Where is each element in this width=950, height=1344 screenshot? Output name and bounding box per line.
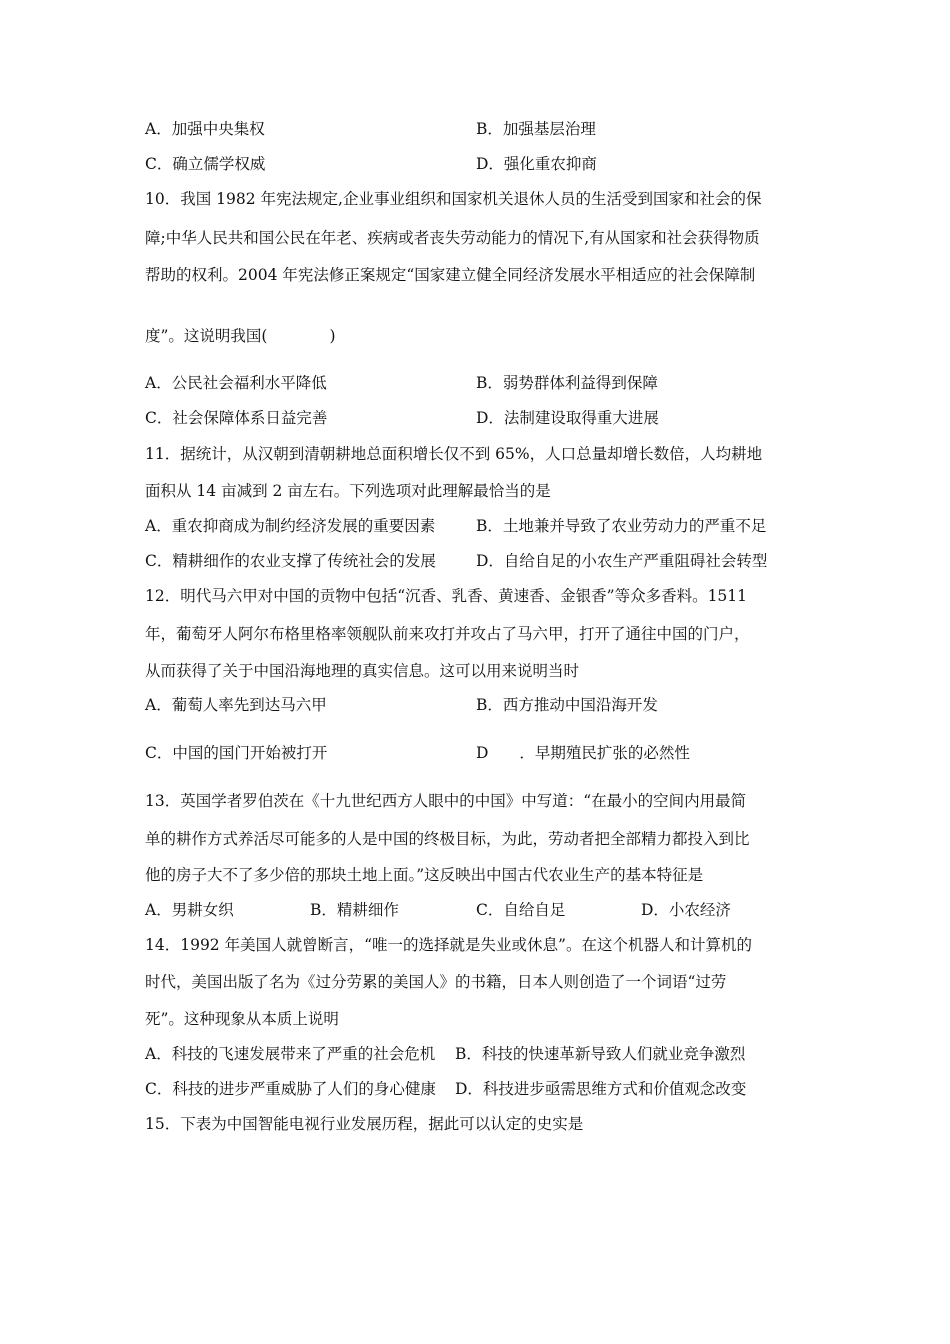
- q11-option-a: A．重农抑商成为制约经济发展的重要因素: [145, 517, 436, 535]
- q12-stem-line: 12．明代马六甲对中国的贡物中包括“沉香、乳香、黄速香、金银香”等众多香料。1511: [145, 587, 748, 605]
- q9-option-b: B．加强基层治理: [476, 120, 596, 138]
- q9-option-a: A．加强中央集权: [145, 120, 265, 138]
- q14-stem-line: 死”。这种现象从本质上说明: [145, 1010, 339, 1028]
- q10-option-c: C．社会保障体系日益完善: [145, 409, 328, 427]
- q10-option-b: B．弱势群体利益得到保障: [476, 374, 658, 392]
- q12-option-c: C．中国的国门开始被打开: [145, 744, 328, 762]
- q13-stem-line: 单的耕作方式养活尽可能多的人是中国的终极目标，为此，劳动者把全部精力都投入到比: [145, 830, 750, 848]
- q13-option-d: D．小农经济: [641, 901, 731, 919]
- q11-option-d: D．自给自足的小农生产严重阻碍社会转型: [476, 552, 768, 570]
- q14-stem-line: 时代，美国出版了名为《过分劳累的美国人》的书籍，日本人则创造了一个词语“过劳: [145, 973, 727, 991]
- q10-option-a: A．公民社会福利水平降低: [145, 374, 327, 392]
- q10-option-d: D．法制建设取得重大进展: [476, 409, 659, 427]
- q15-stem-line: 15．下表为中国智能电视行业发展历程，据此可以认定的史实是: [145, 1115, 584, 1133]
- q12-option-b: B．西方推动中国沿海开发: [476, 696, 658, 714]
- q13-stem-line: 他的房子大不了多少倍的那块土地上面。”这反映出中国古代农业生产的基本特征是: [145, 866, 704, 884]
- q10-stem-line: 帮助的权利。2004 年宪法修正案规定“国家建立健全同经济发展水平相适应的社会保障制: [145, 266, 756, 284]
- q13-option-b: B．精耕细作: [310, 901, 399, 919]
- q14-option-b: B．科技的快速革新导致人们就业竞争激烈: [455, 1045, 746, 1063]
- q9-option-d: D．强化重农抑商: [476, 155, 597, 173]
- q12-stem-line: 年，葡萄牙人阿尔布格里格率领舰队前来攻打并攻占了马六甲，打开了通往中国的门户，: [145, 625, 750, 643]
- q14-option-a: A．科技的飞速发展带来了严重的社会危机: [145, 1045, 436, 1063]
- q11-stem-line: 面积从 14 亩减到 2 亩左右。下列选项对此理解最恰当的是: [145, 482, 551, 500]
- q11-stem-line: 11．据统计，从汉朝到清朝耕地总面积增长仅不到 65%，人口总量却增长数倍，人均耕地: [145, 445, 763, 463]
- q14-option-c: C．科技的进步严重威胁了人们的身心健康: [145, 1080, 436, 1098]
- q12-option-d: D ．早期殖民扩张的必然性: [476, 744, 690, 762]
- q11-option-b: B．土地兼并导致了农业劳动力的严重不足: [476, 517, 767, 535]
- q12-stem-line: 从而获得了关于中国沿海地理的真实信息。这可以用来说明当时: [145, 662, 580, 680]
- q10-stem-line: 度”。这说明我国( ): [145, 327, 336, 345]
- q13-stem-line: 13．英国学者罗伯茨在《十九世纪西方人眼中的中国》中写道：“在最小的空间内用最简: [145, 792, 747, 810]
- q14-option-d: D．科技进步亟需思维方式和价值观念改变: [455, 1080, 747, 1098]
- q14-stem-line: 14．1992 年美国人就曾断言，“唯一的选择就是失业或休息”。在这个机器人和计算机的: [145, 936, 752, 954]
- q10-stem-line: 障;中华人民共和国公民在年老、疾病或者丧失劳动能力的情况下,有从国家和社会获得物质: [145, 229, 760, 247]
- q10-stem-line: 10．我国 1982 年宪法规定,企业事业组织和国家机关退休人员的生活受到国家和社会的保: [145, 190, 762, 208]
- q9-option-c: C．确立儒学权威: [145, 155, 266, 173]
- q11-option-c: C．精耕细作的农业支撑了传统社会的发展: [145, 552, 436, 570]
- q13-option-a: A．男耕女织: [145, 901, 234, 919]
- q13-option-c: C．自给自足: [476, 901, 566, 919]
- q12-option-a: A．葡萄人率先到达马六甲: [145, 696, 327, 714]
